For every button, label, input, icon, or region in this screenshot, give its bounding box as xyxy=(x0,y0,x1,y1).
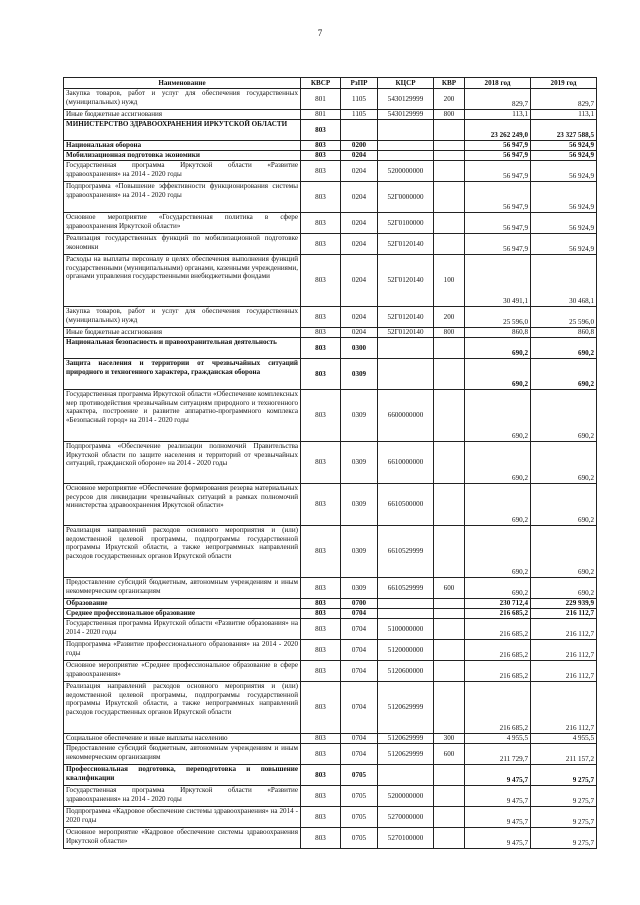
row-amount-2019: 216 112,7 xyxy=(531,609,597,619)
row-name: Основное мероприятие «Кадровое обеспечение системы здравоохранения Иркутской области» xyxy=(64,828,301,849)
row-amount-2018: 56 947,9 xyxy=(465,141,531,151)
row-kvr xyxy=(434,828,465,849)
table-row xyxy=(64,744,597,765)
row-kcsr xyxy=(378,141,434,151)
row-rzpr: 0704 xyxy=(341,744,378,765)
row-kcsr: 5120000000 xyxy=(378,640,434,661)
header-kvr: КВР xyxy=(434,78,465,89)
table-row xyxy=(64,786,597,807)
table-row xyxy=(64,828,597,849)
row-kvr xyxy=(434,141,465,151)
row-kcsr: 5120629999 xyxy=(378,744,434,765)
row-name: Предоставление субсидий бюджетным, автономным учреждениям и иным некоммерческим организациям xyxy=(64,744,301,765)
row-name: Закупка товаров, работ и услуг для обеспечения государственных (муниципальных) нужд xyxy=(64,89,301,110)
row-kvsr: 803 xyxy=(301,661,341,682)
row-kcsr: 6610000000 xyxy=(378,442,434,484)
row-kvsr: 803 xyxy=(301,141,341,151)
row-name: Государственная программа Иркутской области «Развитие здравоохранения» на 2014 - 2020 годы xyxy=(64,161,301,182)
row-name: Иные бюджетные ассигнования xyxy=(64,110,301,120)
table-row xyxy=(64,640,597,661)
row-name: Основное мероприятие «Среднее профессиональное образование в сфере здравоохранения» xyxy=(64,661,301,682)
table-row xyxy=(64,255,597,307)
row-kvsr: 803 xyxy=(301,338,341,359)
row-amount-2019: 860,8 xyxy=(531,328,597,338)
row-rzpr: 0200 xyxy=(341,141,378,151)
row-kcsr xyxy=(378,359,434,390)
row-kvr xyxy=(434,213,465,234)
row-name: Реализация направлений расходов основного мероприятия и (или) ведомственной целевой программы, подпрограммы государственной программы Иркутской области, а также непрограммных направлений расходов государственных органов Иркутской области xyxy=(64,526,301,578)
row-name: Мобилизационная подготовка экономики xyxy=(64,151,301,161)
row-amount-2019: 690,2 xyxy=(531,359,597,390)
row-kvr xyxy=(434,765,465,786)
row-rzpr: 0204 xyxy=(341,213,378,234)
row-amount-2018: 860,8 xyxy=(465,328,531,338)
row-amount-2019: 9 275,7 xyxy=(531,807,597,828)
row-kvr: 200 xyxy=(434,307,465,328)
row-name: Иные бюджетные ассигнования xyxy=(64,328,301,338)
table-row xyxy=(64,661,597,682)
row-kcsr xyxy=(378,609,434,619)
row-rzpr: 0204 xyxy=(341,151,378,161)
row-amount-2019: 23 327 588,5 xyxy=(531,120,597,141)
row-kvsr: 803 xyxy=(301,682,341,734)
row-kvr xyxy=(434,359,465,390)
row-amount-2019: 113,1 xyxy=(531,110,597,120)
row-amount-2019: 216 112,7 xyxy=(531,619,597,640)
row-amount-2018: 56 947,9 xyxy=(465,182,531,213)
row-rzpr: 0705 xyxy=(341,828,378,849)
row-rzpr: 0704 xyxy=(341,734,378,744)
row-kcsr: 52Г0120140 xyxy=(378,234,434,255)
row-kcsr: 52Г0000000 xyxy=(378,182,434,213)
row-rzpr: 0204 xyxy=(341,161,378,182)
row-kvsr: 803 xyxy=(301,765,341,786)
row-amount-2018: 9 475,7 xyxy=(465,807,531,828)
row-kvsr: 803 xyxy=(301,807,341,828)
row-name: Реализация направлений расходов основного мероприятия и (или) ведомственной целевой программы, подпрограммы государственной программы Иркутской области, а также непрограммных направлений расходов государственных органов Иркутской области xyxy=(64,682,301,734)
row-kvr xyxy=(434,599,465,609)
table-row xyxy=(64,442,597,484)
row-rzpr: 0309 xyxy=(341,578,378,599)
row-amount-2019: 216 112,7 xyxy=(531,661,597,682)
row-amount-2018: 56 947,9 xyxy=(465,213,531,234)
row-amount-2019: 9 275,7 xyxy=(531,828,597,849)
row-kvsr: 803 xyxy=(301,442,341,484)
row-amount-2018: 9 475,7 xyxy=(465,828,531,849)
row-kcsr: 5120600000 xyxy=(378,661,434,682)
row-rzpr: 0204 xyxy=(341,182,378,213)
row-amount-2018: 690,2 xyxy=(465,526,531,578)
row-kvr xyxy=(434,661,465,682)
table-row xyxy=(64,161,597,182)
table-row xyxy=(64,619,597,640)
row-rzpr: 1105 xyxy=(341,89,378,110)
row-kvsr: 803 xyxy=(301,151,341,161)
row-kcsr xyxy=(378,338,434,359)
row-amount-2018: 4 955,5 xyxy=(465,734,531,744)
row-name: Подпрограмма «Кадровое обеспечение системы здравоохранения» на 2014 - 2020 годы xyxy=(64,807,301,828)
row-kvsr: 803 xyxy=(301,786,341,807)
table-row xyxy=(64,734,597,744)
row-name: Расходы на выплаты персоналу в целях обеспечения выполнения функций государственными (муниципальными) органами, казенными учреждениями, органами управления государственными внебюджетными фондами xyxy=(64,255,301,307)
row-amount-2018: 216 685,2 xyxy=(465,609,531,619)
row-amount-2019: 56 924,9 xyxy=(531,182,597,213)
table-row xyxy=(64,89,597,110)
table-row xyxy=(64,807,597,828)
row-amount-2019: 4 955,5 xyxy=(531,734,597,744)
row-kvsr: 803 xyxy=(301,744,341,765)
row-kvr: 100 xyxy=(434,255,465,307)
row-name: Государственная программа Иркутской области «Развитие образования» на 2014 - 2020 годы xyxy=(64,619,301,640)
row-kvsr: 803 xyxy=(301,328,341,338)
row-name: Реализация государственных функций по мобилизационной подготовке экономики xyxy=(64,234,301,255)
row-kvsr: 803 xyxy=(301,359,341,390)
table-row xyxy=(64,609,597,619)
table-row xyxy=(64,110,597,120)
row-amount-2019: 56 924,9 xyxy=(531,151,597,161)
row-kcsr xyxy=(378,765,434,786)
table-row xyxy=(64,599,597,609)
row-amount-2018: 829,7 xyxy=(465,89,531,110)
row-kvsr: 803 xyxy=(301,828,341,849)
row-rzpr: 0204 xyxy=(341,255,378,307)
row-name: Среднее профессиональное образование xyxy=(64,609,301,619)
row-kcsr: 5120629999 xyxy=(378,734,434,744)
row-kvr xyxy=(434,807,465,828)
header-kvsr: КВСР xyxy=(301,78,341,89)
row-kcsr: 5200000000 xyxy=(378,786,434,807)
row-rzpr: 0704 xyxy=(341,609,378,619)
row-kcsr: 5120629999 xyxy=(378,682,434,734)
row-kvsr: 803 xyxy=(301,599,341,609)
table-row xyxy=(64,328,597,338)
table-row xyxy=(64,151,597,161)
row-rzpr xyxy=(341,120,378,141)
row-kvsr: 803 xyxy=(301,120,341,141)
row-kvsr: 803 xyxy=(301,526,341,578)
row-amount-2018: 690,2 xyxy=(465,442,531,484)
row-amount-2019: 56 924,9 xyxy=(531,213,597,234)
row-kvsr: 803 xyxy=(301,390,341,442)
table-row xyxy=(64,484,597,526)
row-kvr: 800 xyxy=(434,110,465,120)
table-row xyxy=(64,390,597,442)
row-name: Подпрограмма «Развитие профессионального образования» на 2014 - 2020 годы xyxy=(64,640,301,661)
row-amount-2018: 216 685,2 xyxy=(465,619,531,640)
row-amount-2018: 30 491,1 xyxy=(465,255,531,307)
row-kvr xyxy=(434,619,465,640)
row-kcsr: 6600000000 xyxy=(378,390,434,442)
row-kvr xyxy=(434,484,465,526)
row-amount-2018: 230 712,4 xyxy=(465,599,531,609)
row-amount-2019: 30 468,1 xyxy=(531,255,597,307)
row-kcsr xyxy=(378,151,434,161)
row-amount-2019: 216 112,7 xyxy=(531,640,597,661)
row-name: Социальное обеспечение и иные выплаты населению xyxy=(64,734,301,744)
row-kvr xyxy=(434,234,465,255)
row-kvr xyxy=(434,120,465,141)
row-amount-2019: 690,2 xyxy=(531,338,597,359)
row-amount-2018: 690,2 xyxy=(465,338,531,359)
row-rzpr: 0704 xyxy=(341,682,378,734)
row-amount-2019: 690,2 xyxy=(531,484,597,526)
page-number: 7 xyxy=(317,28,323,38)
row-kvr xyxy=(434,182,465,213)
row-rzpr: 0705 xyxy=(341,807,378,828)
row-name: Подпрограмма «Повышение эффективности функционирования системы здравоохранения» на 2014 - 2020 годы xyxy=(64,182,301,213)
row-name: Образование xyxy=(64,599,301,609)
row-kvsr: 803 xyxy=(301,255,341,307)
row-kvr: 600 xyxy=(434,744,465,765)
row-kvsr: 803 xyxy=(301,609,341,619)
row-amount-2019: 690,2 xyxy=(531,390,597,442)
header-2019: 2019 год xyxy=(531,78,597,89)
row-rzpr: 0204 xyxy=(341,328,378,338)
row-kvsr: 803 xyxy=(301,734,341,744)
row-amount-2019: 829,7 xyxy=(531,89,597,110)
header-2018: 2018 год xyxy=(465,78,531,89)
row-amount-2019: 216 112,7 xyxy=(531,682,597,734)
row-rzpr: 0309 xyxy=(341,359,378,390)
header-rzpr: РзПР xyxy=(341,78,378,89)
table-row xyxy=(64,526,597,578)
row-kvsr: 803 xyxy=(301,578,341,599)
row-amount-2018: 9 475,7 xyxy=(465,786,531,807)
row-name: Предоставление субсидий бюджетным, автономным учреждениям и иным некоммерческим организациям xyxy=(64,578,301,599)
row-kvr xyxy=(434,640,465,661)
row-kcsr xyxy=(378,120,434,141)
row-kcsr: 5270100000 xyxy=(378,828,434,849)
row-kvr xyxy=(434,442,465,484)
table-row xyxy=(64,120,597,141)
row-amount-2018: 690,2 xyxy=(465,484,531,526)
header-kcsr: КЦСР xyxy=(378,78,434,89)
row-kvsr: 803 xyxy=(301,182,341,213)
row-amount-2019: 9 275,7 xyxy=(531,765,597,786)
table-row xyxy=(64,578,597,599)
row-rzpr: 0705 xyxy=(341,765,378,786)
row-rzpr: 0309 xyxy=(341,484,378,526)
row-name: Подпрограмма «Обеспечение реализации полномочий Правительства Иркутской области по защите населения и территорий от чрезвычайных ситуаций, гражданской обороне» на 2014 - 2020 годы xyxy=(64,442,301,484)
row-rzpr: 0204 xyxy=(341,234,378,255)
row-amount-2019: 56 924,9 xyxy=(531,161,597,182)
row-kcsr: 52Г0100000 xyxy=(378,213,434,234)
row-kvr: 600 xyxy=(434,578,465,599)
row-kvr: 200 xyxy=(434,89,465,110)
row-amount-2019: 56 924,9 xyxy=(531,141,597,151)
row-rzpr: 0704 xyxy=(341,619,378,640)
row-amount-2019: 211 157,2 xyxy=(531,744,597,765)
row-kvsr: 803 xyxy=(301,307,341,328)
row-kvr xyxy=(434,338,465,359)
row-amount-2019: 690,2 xyxy=(531,442,597,484)
row-kvr xyxy=(434,526,465,578)
row-name: Закупка товаров, работ и услуг для обеспечения государственных (муниципальных) нужд xyxy=(64,307,301,328)
row-amount-2019: 690,2 xyxy=(531,526,597,578)
row-amount-2018: 216 685,2 xyxy=(465,640,531,661)
row-amount-2018: 56 947,9 xyxy=(465,161,531,182)
row-kcsr: 6610529999 xyxy=(378,526,434,578)
row-rzpr: 0705 xyxy=(341,786,378,807)
table-row xyxy=(64,307,597,328)
row-name: МИНИСТЕРСТВО ЗДРАВООХРАНЕНИЯ ИРКУТСКОЙ ОБЛАСТИ xyxy=(64,120,301,141)
row-name: Государственная программа Иркутской области «Обеспечение комплексных мер противодействия чрезвычайным ситуациям природного и техногенного характера, построение и развитие аппаратно-программного комплекса «Безопасный город» на 2014 - 2020 годы xyxy=(64,390,301,442)
row-rzpr: 0700 xyxy=(341,599,378,609)
row-amount-2018: 690,2 xyxy=(465,390,531,442)
row-kvsr: 803 xyxy=(301,213,341,234)
row-kcsr: 5100000000 xyxy=(378,619,434,640)
table-row xyxy=(64,141,597,151)
row-kcsr: 52Г0120140 xyxy=(378,255,434,307)
row-kvsr: 801 xyxy=(301,89,341,110)
row-rzpr: 0300 xyxy=(341,338,378,359)
row-kvsr: 803 xyxy=(301,161,341,182)
row-kcsr: 6610500000 xyxy=(378,484,434,526)
row-kvsr: 803 xyxy=(301,619,341,640)
row-kvr: 800 xyxy=(434,328,465,338)
row-amount-2018: 113,1 xyxy=(465,110,531,120)
table-header-row xyxy=(64,78,597,89)
table-row xyxy=(64,213,597,234)
row-kvr xyxy=(434,609,465,619)
table-body xyxy=(64,89,597,849)
row-name: Основное мероприятие «Государственная политика в сфере здравоохранения Иркутской области» xyxy=(64,213,301,234)
row-kcsr: 52Г0120140 xyxy=(378,328,434,338)
table-row xyxy=(64,682,597,734)
row-name: Национальная безопасность и правоохранительная деятельность xyxy=(64,338,301,359)
row-name: Государственная программа Иркутской области «Развитие здравоохранения» на 2014 - 2020 годы xyxy=(64,786,301,807)
row-name: Национальная оборона xyxy=(64,141,301,151)
row-kcsr: 5430129999 xyxy=(378,89,434,110)
table-row xyxy=(64,234,597,255)
row-amount-2018: 56 947,9 xyxy=(465,234,531,255)
row-kvsr: 803 xyxy=(301,484,341,526)
row-amount-2018: 25 596,0 xyxy=(465,307,531,328)
table-row xyxy=(64,359,597,390)
row-amount-2018: 690,2 xyxy=(465,578,531,599)
row-amount-2019: 9 275,7 xyxy=(531,786,597,807)
table-row xyxy=(64,765,597,786)
row-kvr xyxy=(434,151,465,161)
row-kcsr: 6610529999 xyxy=(378,578,434,599)
row-rzpr: 0309 xyxy=(341,442,378,484)
row-amount-2018: 211 729,7 xyxy=(465,744,531,765)
row-kvr: 300 xyxy=(434,734,465,744)
row-amount-2018: 23 262 249,0 xyxy=(465,120,531,141)
row-amount-2018: 56 947,9 xyxy=(465,151,531,161)
row-name: Профессиональная подготовка, переподготовка и повышение квалификации xyxy=(64,765,301,786)
row-amount-2018: 216 685,2 xyxy=(465,682,531,734)
row-kcsr: 5200000000 xyxy=(378,161,434,182)
row-rzpr: 0309 xyxy=(341,526,378,578)
row-kvsr: 803 xyxy=(301,234,341,255)
row-rzpr: 1105 xyxy=(341,110,378,120)
row-name: Защита населения и территории от чрезвычайных ситуаций природного и техногенного характера, гражданская оборона xyxy=(64,359,301,390)
row-kvr xyxy=(434,682,465,734)
row-name: Основное мероприятие «Обеспечение формирования резерва материальных ресурсов для ликвидации чрезвычайных ситуаций в рамках полномочий министерства здравоохранения Иркутской области» xyxy=(64,484,301,526)
row-amount-2018: 690,2 xyxy=(465,359,531,390)
row-kcsr: 5430129999 xyxy=(378,110,434,120)
row-rzpr: 0309 xyxy=(341,390,378,442)
row-kvr xyxy=(434,390,465,442)
row-kcsr: 52Г0120140 xyxy=(378,307,434,328)
row-amount-2019: 56 924,9 xyxy=(531,234,597,255)
row-kvr xyxy=(434,161,465,182)
row-amount-2019: 25 596,0 xyxy=(531,307,597,328)
header-name: Наименование xyxy=(64,78,301,89)
row-rzpr: 0704 xyxy=(341,661,378,682)
table-row xyxy=(64,182,597,213)
row-kvsr: 803 xyxy=(301,640,341,661)
row-amount-2019: 690,2 xyxy=(531,578,597,599)
row-amount-2019: 229 939,9 xyxy=(531,599,597,609)
budget-table xyxy=(63,77,597,849)
row-kvsr: 801 xyxy=(301,110,341,120)
row-rzpr: 0704 xyxy=(341,640,378,661)
row-kcsr: 5270000000 xyxy=(378,807,434,828)
table-row xyxy=(64,338,597,359)
row-amount-2018: 9 475,7 xyxy=(465,765,531,786)
row-kcsr xyxy=(378,599,434,609)
row-amount-2018: 216 685,2 xyxy=(465,661,531,682)
row-rzpr: 0204 xyxy=(341,307,378,328)
row-kvr xyxy=(434,786,465,807)
